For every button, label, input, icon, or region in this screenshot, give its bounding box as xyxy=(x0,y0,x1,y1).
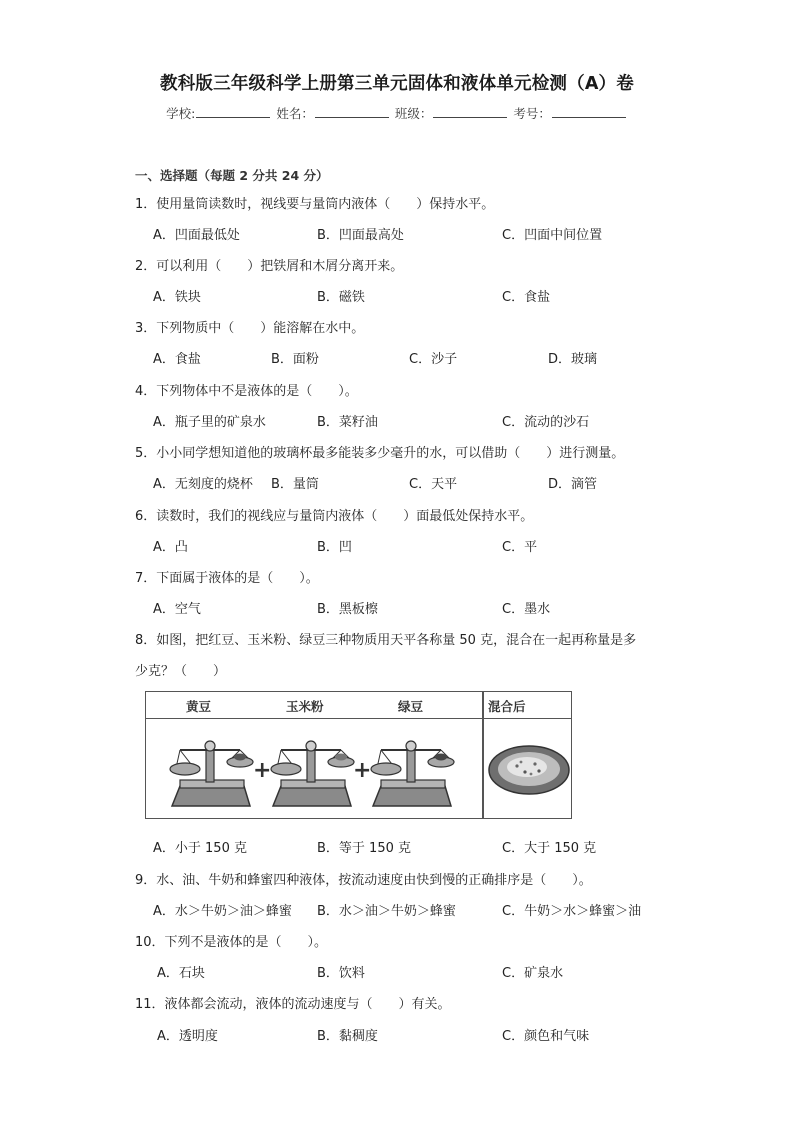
mixed-plate-icon xyxy=(487,742,571,798)
question-6: 6．读数时，我们的视线应与量筒内液体（ ）面最低处保持水平。 xyxy=(135,509,534,524)
plus-sign-2: + xyxy=(353,758,372,783)
question-8: 8．如图，把红豆、玉米粉、绿豆三种物质用天平各称量 50 克，混合在一起再称量是多 xyxy=(135,633,637,648)
balance-figure xyxy=(145,691,572,819)
q11-option-b[interactable]: B．黏稠度 xyxy=(317,1029,378,1044)
q1-option-c[interactable]: C．凹面中间位置 xyxy=(502,228,603,243)
q3-option-a[interactable]: A．食盐 xyxy=(153,352,201,367)
q3-option-b[interactable]: B．面粉 xyxy=(271,352,319,367)
question-8-continued: 少克？（ ） xyxy=(135,664,227,679)
q5-option-a[interactable]: A．无刻度的烧杯 xyxy=(153,477,253,492)
q5-option-c[interactable]: C．天平 xyxy=(409,477,458,492)
q6-option-c[interactable]: C．平 xyxy=(502,540,538,555)
q9-option-b[interactable]: B．水＞油＞牛奶＞蜂蜜 xyxy=(317,904,456,919)
plus-sign-1: + xyxy=(253,758,272,783)
q7-option-b[interactable]: B．黑板檫 xyxy=(317,602,378,617)
q5-option-b[interactable]: B．量筒 xyxy=(271,477,319,492)
balance-scale-icon xyxy=(166,728,254,808)
school-field[interactable] xyxy=(196,105,270,118)
q3-option-d[interactable]: D．玻璃 xyxy=(548,352,598,367)
label-soybean: 黄豆 xyxy=(186,699,212,714)
question-7: 7．下面属于液体的是（ ）。 xyxy=(135,571,319,586)
label-mixed: 混合后 xyxy=(488,699,526,714)
number-label: 考号： xyxy=(513,106,551,121)
q7-option-c[interactable]: C．墨水 xyxy=(502,602,551,617)
question-10: 10．下列不是液体的是（ ）。 xyxy=(135,935,328,950)
question-9: 9．水、油、牛奶和蜂蜜四种液体，按流动速度由快到慢的正确排序是（ ）。 xyxy=(135,873,592,888)
q8-option-c[interactable]: C．大于 150 克 xyxy=(502,841,597,856)
q9-option-a[interactable]: A．水＞牛奶＞油＞蜂蜜 xyxy=(153,904,292,919)
q5-option-d[interactable]: D．滴管 xyxy=(548,477,598,492)
school-label: 学校: xyxy=(166,106,196,121)
q2-option-c[interactable]: C．食盐 xyxy=(502,290,551,305)
class-label: 班级： xyxy=(394,106,433,121)
q10-option-b[interactable]: B．饮料 xyxy=(317,966,365,981)
name-label: 姓名： xyxy=(276,106,314,121)
number-field[interactable] xyxy=(552,105,626,118)
q2-option-b[interactable]: B．磁铁 xyxy=(317,290,365,305)
name-field[interactable] xyxy=(315,105,389,118)
q1-option-b[interactable]: B．凹面最高处 xyxy=(317,228,404,243)
balance-scale-icon xyxy=(367,728,455,808)
student-info-line xyxy=(0,104,794,122)
section-title: 一、选择题（每题 2 分共 24 分） xyxy=(135,168,329,183)
question-4: 4．下列物体中不是液体的是（ ）。 xyxy=(135,384,358,399)
q10-option-c[interactable]: C．矿泉水 xyxy=(502,966,564,981)
q6-option-a[interactable]: A．凸 xyxy=(153,540,188,555)
q3-option-c[interactable]: C．沙子 xyxy=(409,352,458,367)
q1-option-a[interactable]: A．凹面最低处 xyxy=(153,228,240,243)
label-mungbean: 绿豆 xyxy=(398,699,424,714)
q8-option-b[interactable]: B．等于 150 克 xyxy=(317,841,411,856)
q10-option-a[interactable]: A．石块 xyxy=(157,966,205,981)
q4-option-b[interactable]: B．菜籽油 xyxy=(317,415,378,430)
q7-option-a[interactable]: A．空气 xyxy=(153,602,201,617)
question-2: 2．可以利用（ ）把铁屑和木屑分离开来。 xyxy=(135,259,404,274)
class-field[interactable] xyxy=(433,105,507,118)
question-11: 11．液体都会流动，液体的流动速度与（ ）有关。 xyxy=(135,997,451,1012)
question-1: 1．使用量筒读数时，视线要与量筒内液体（ ）保持水平。 xyxy=(135,197,495,212)
q4-option-a[interactable]: A．瓶子里的矿泉水 xyxy=(153,415,266,430)
q4-option-c[interactable]: C．流动的沙石 xyxy=(502,415,590,430)
figure-divider xyxy=(482,692,484,818)
page-title: 教科版三年级科学上册第三单元固体和液体单元检测（A）卷 xyxy=(160,74,634,94)
q11-option-c[interactable]: C．颜色和气味 xyxy=(502,1029,590,1044)
question-3: 3．下列物质中（ ）能溶解在水中。 xyxy=(135,321,365,336)
q9-option-c[interactable]: C．牛奶＞水＞蜂蜜＞油 xyxy=(502,904,642,919)
q11-option-a[interactable]: A．透明度 xyxy=(157,1029,218,1044)
label-cornmeal: 玉米粉 xyxy=(286,699,324,714)
q8-option-a[interactable]: A．小于 150 克 xyxy=(153,841,247,856)
balance-scale-icon xyxy=(267,728,355,808)
q2-option-a[interactable]: A．铁块 xyxy=(153,290,201,305)
question-5: 5．小小同学想知道他的玻璃杯最多能装多少毫升的水，可以借助（ ）进行测量。 xyxy=(135,446,625,461)
q6-option-b[interactable]: B．凹 xyxy=(317,540,352,555)
